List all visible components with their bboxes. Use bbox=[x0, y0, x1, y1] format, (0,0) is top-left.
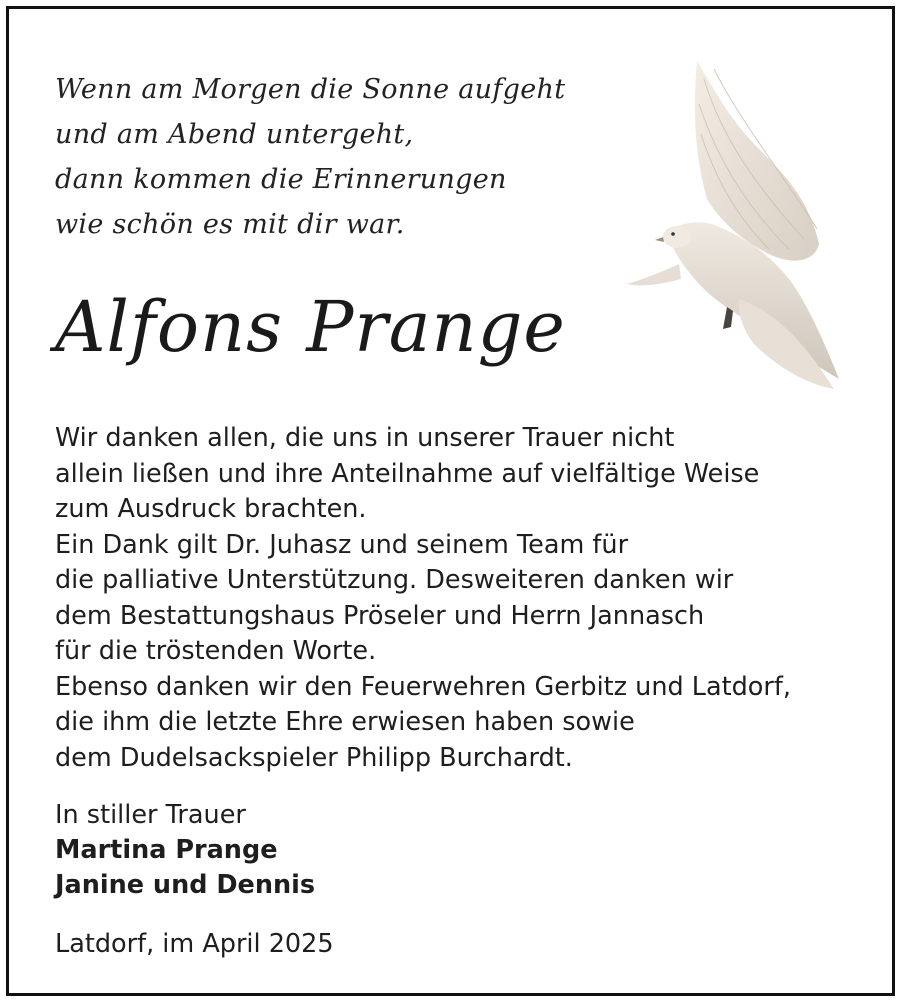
deceased-name: Alfons Prange bbox=[55, 286, 566, 368]
poem-line: wie schön es mit dir war. bbox=[55, 209, 405, 240]
poem-line: Wenn am Morgen die Sonne aufgeht bbox=[55, 74, 566, 105]
poem-verse bbox=[55, 67, 565, 247]
message-line: dem Bestattungshaus Pröseler und Herrn Jannasch bbox=[55, 600, 705, 631]
message-line: zum Ausdruck brachten. bbox=[55, 494, 367, 524]
message-line: Ein Dank gilt Dr. Juhasz und seinem Team für bbox=[55, 529, 629, 560]
dove-icon bbox=[619, 49, 849, 399]
signature-block bbox=[55, 798, 315, 903]
mourner-name: Martina Prange bbox=[55, 835, 278, 865]
message-line: allein ließen und ihre Anteilnahme auf vielfältige Weise bbox=[55, 458, 760, 489]
message-line: dem Dudelsackspieler Philipp Burchardt. bbox=[55, 742, 573, 773]
place-and-date: Latdorf, im April 2025 bbox=[55, 929, 334, 959]
signature-intro: In stiller Trauer bbox=[55, 800, 246, 830]
poem-line: dann kommen die Erinnerungen bbox=[55, 164, 507, 195]
poem-line: und am Abend untergeht, bbox=[55, 119, 414, 150]
message-line: für die tröstenden Worte. bbox=[55, 636, 377, 666]
message-line: Wir danken allen, die uns in unserer Trauer nicht bbox=[55, 423, 675, 453]
message-line: die ihm die letzte Ehre erwiesen haben sowie bbox=[55, 707, 635, 737]
mourner-name: Janine und Dennis bbox=[55, 870, 316, 900]
obituary-card bbox=[6, 6, 895, 996]
message-line: Ebenso danken wir den Feuerwehren Gerbitz und Latdorf, bbox=[55, 671, 791, 702]
thank-you-message bbox=[55, 421, 885, 776]
message-line: die palliative Unterstützung. Desweiteren danken wir bbox=[55, 565, 734, 595]
